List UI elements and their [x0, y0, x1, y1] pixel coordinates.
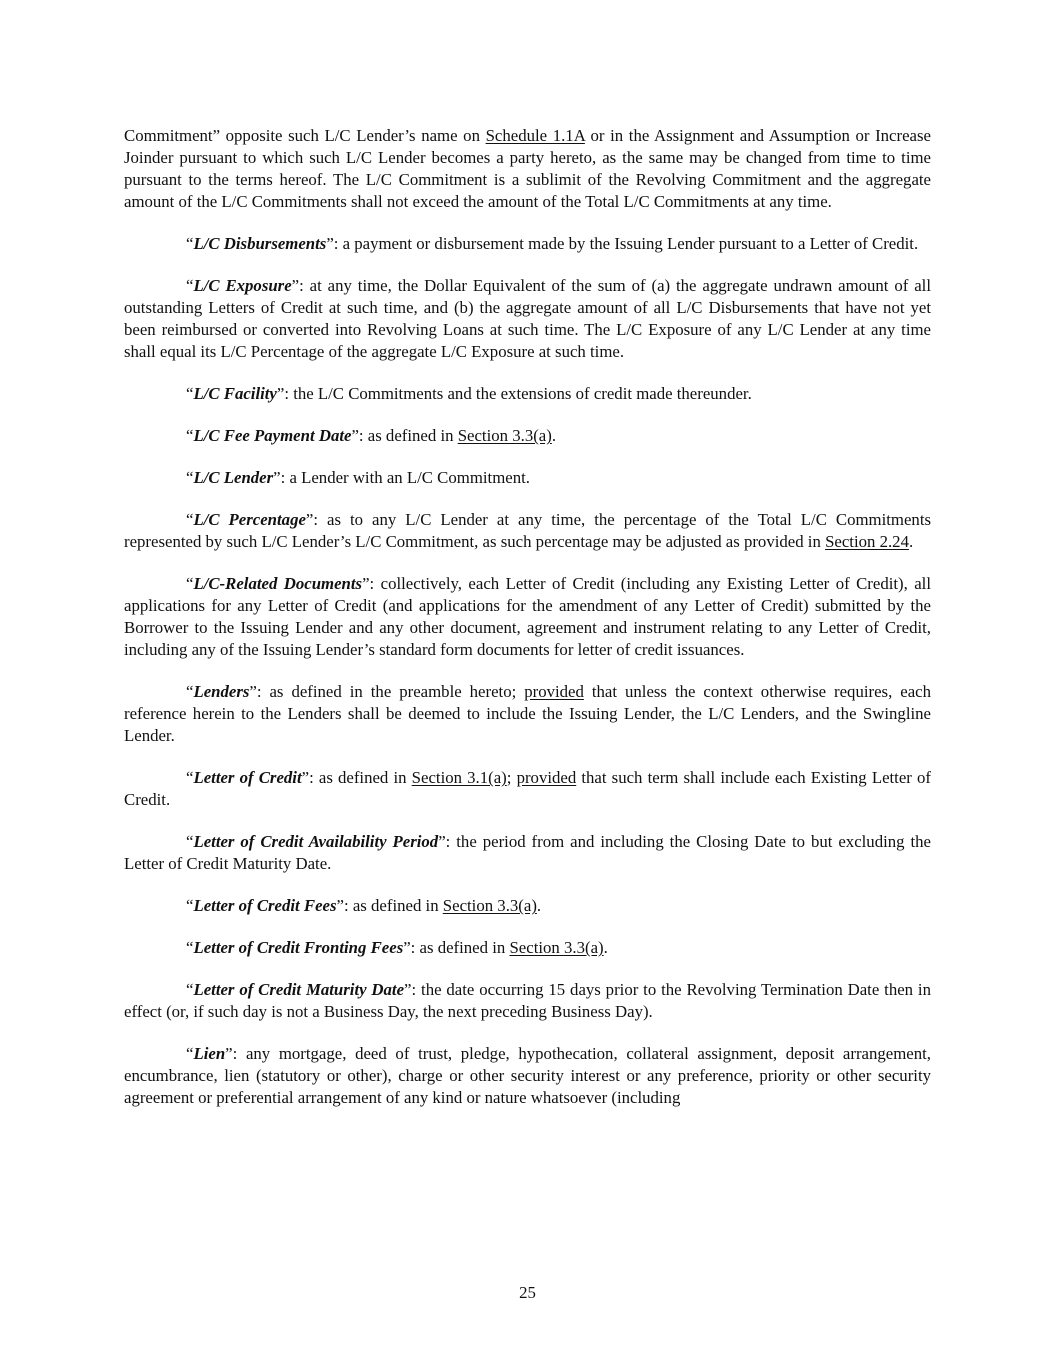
defined-term: Lien	[193, 1044, 226, 1063]
defined-term: L/C Lender	[193, 468, 274, 487]
defined-term: Letter of Credit	[193, 768, 302, 787]
cross-reference: Section 3.3(a)	[509, 938, 604, 957]
definition-lc-percentage: “L/C Percentage”: as to any L/C Lender at any time, the percentage of the Total L/C Commitments represented by such L/C Lender’s L/C Commitment, as such percentage may be adjusted as provided in Section 2.24.	[124, 510, 932, 551]
proviso: provided	[516, 768, 577, 787]
defined-term: Lenders	[193, 682, 250, 701]
cross-reference: Section 3.3(a)	[442, 896, 537, 915]
definition-lc-fee-payment-date: “L/C Fee Payment Date”: as defined in Section 3.3(a).	[186, 426, 557, 445]
cross-reference: Section 2.24	[825, 532, 909, 551]
cross-reference: Schedule 1.1A	[485, 126, 585, 145]
definition-letter-of-credit: “Letter of Credit”: as defined in Section 3.1(a); provided that such term shall include each Existing Letter of Credit.	[124, 768, 932, 809]
defined-term: Letter of Credit Maturity Date	[193, 980, 405, 999]
defined-term: L/C Percentage	[193, 510, 306, 529]
defined-term: Letter of Credit Fees	[193, 896, 337, 915]
definition-lenders: “Lenders”: as defined in the preamble hereto; provided that unless the context otherwise requires, each reference herein to the Lenders shall be deemed to include the Issuing Lender, the L/C Lenders, and the Swingline Lender.	[124, 682, 931, 745]
page-number: 25	[519, 1283, 536, 1302]
cross-reference: Section 3.1(a)	[411, 768, 507, 787]
defined-term: L/C Exposure	[193, 276, 292, 295]
definition-letter-of-credit-maturity-date: “Letter of Credit Maturity Date”: the date occurring 15 days prior to the Revolving Termination Date then in effect (or, if such day is not a Business Day, the next preceding Business Day).	[124, 980, 931, 1021]
proviso: provided	[524, 682, 584, 701]
definition-lc-exposure: “L/C Exposure”: at any time, the Dollar Equivalent of the sum of (a) the aggregate undrawn amount of all outstanding Letters of Credit at such time, and (b) the aggregate amount of all L/C Disbursements that have not yet been reimbursed or converted into Revolving Loans at such time. The L/C Exposure of any L/C Lender at any time shall equal its L/C Percentage of the aggregate L/C Exposure at such time.	[124, 276, 931, 361]
defined-term: L/C Facility	[193, 384, 277, 403]
definition-lien: “Lien”: any mortgage, deed of trust, pledge, hypothecation, collateral assignment, deposit arrangement, encumbrance, lien (statutory or other), charge or other security interest or any preference, priority or other security agreement or preferential arrangement of any kind or nature whatsoever (including	[124, 1044, 931, 1107]
defined-term: L/C Disbursements	[193, 234, 327, 253]
definition-letter-of-credit-fees: “Letter of Credit Fees”: as defined in Section 3.3(a).	[186, 896, 542, 915]
defined-term: Letter of Credit Availability Period	[193, 832, 439, 851]
paragraph-commitment-continued: Commitment” opposite such L/C Lender’s name on Schedule 1.1A or in the Assignment and Assumption or Increase Joinder pursuant to which such L/C Lender becomes a party hereto, as the same may be changed from time to time pursuant to the terms hereof. The L/C Commitment is a sublimit of the Revolving Commitment and the aggregate amount of the L/C Commitments shall not exceed the amount of the Total L/C Commitments at any time.	[124, 126, 931, 211]
definition-lc-facility: “L/C Facility”: the L/C Commitments and the extensions of credit made thereunder.	[186, 384, 752, 403]
defined-term: Letter of Credit Fronting Fees	[193, 938, 404, 957]
definition-lc-related-documents: “L/C-Related Documents”: collectively, each Letter of Credit (including any Existing Letter of Credit), all applications for any Letter of Credit (and applications for the amendment of any Letter of Credit) submitted by the Borrower to the Issuing Lender and any other document, agreement and instrument relating to any Letter of Credit, including any of the Issuing Lender’s standard form documents for letter of credit issuances.	[124, 574, 932, 659]
cross-reference: Section 3.3(a)	[457, 426, 552, 445]
defined-term: L/C Fee Payment Date	[193, 426, 352, 445]
document-body	[124, 125, 931, 1129]
defined-term: L/C-Related Documents	[193, 574, 363, 593]
definition-lc-lender: “L/C Lender”: a Lender with an L/C Commitment.	[186, 468, 530, 487]
definition-letter-of-credit-availability-period: “Letter of Credit Availability Period”: the period from and including the Closing Date to but excluding the Letter of Credit Maturity Date.	[124, 832, 931, 873]
definition-lc-disbursements: “L/C Disbursements”: a payment or disbursement made by the Issuing Lender pursuant to a Letter of Credit.	[186, 234, 919, 253]
definition-letter-of-credit-fronting-fees: “Letter of Credit Fronting Fees”: as defined in Section 3.3(a).	[186, 938, 608, 957]
